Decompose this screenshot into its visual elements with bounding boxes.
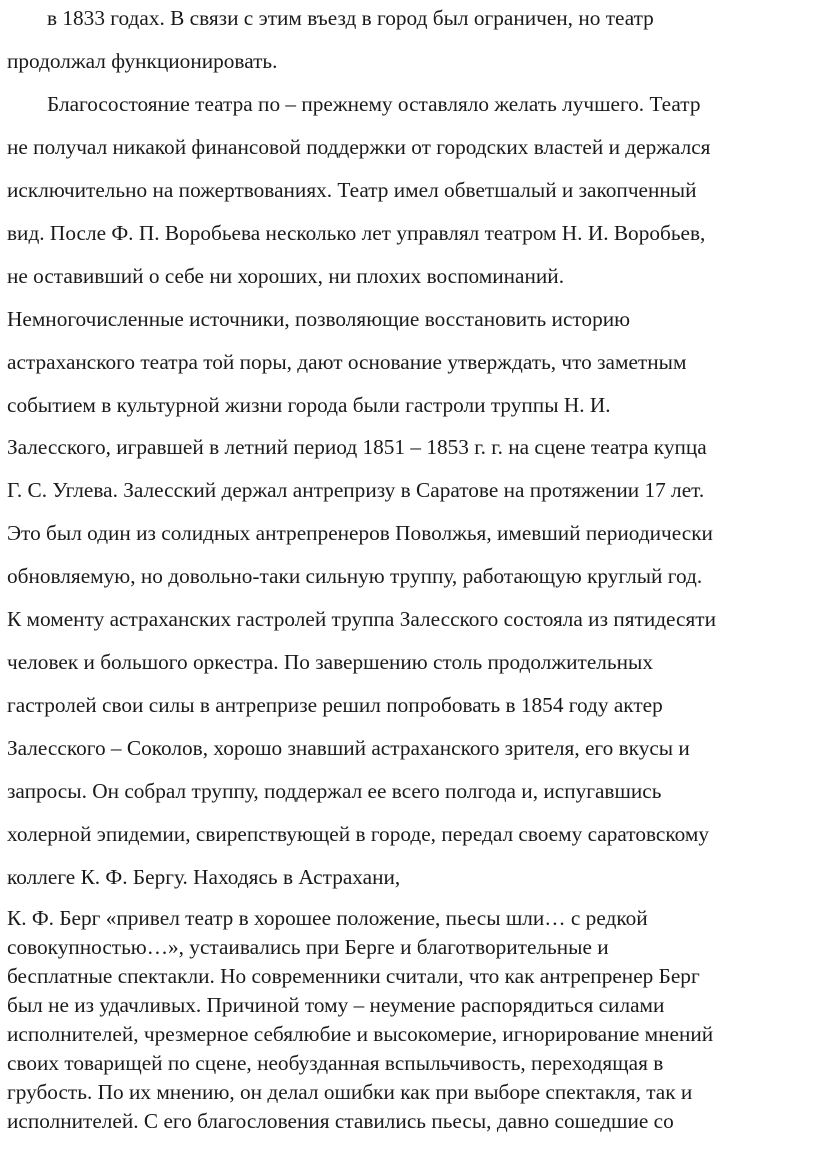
text-line: не оставивший о себе ни хороших, ни плохих воспоминаний. (7, 264, 565, 288)
text-line: исключительно на пожертвованиях. Театр имел обветшалый и закопченный (7, 178, 697, 202)
text-line: коллеге К. Ф. Бергу. Находясь в Астрахани, (7, 865, 401, 889)
text-line: в 1833 годах. В связи с этим въезд в город был ограничен, но театр (47, 6, 654, 30)
text-line: астраханского театра той поры, дают основание утверждать, что заметным (7, 350, 687, 374)
text-line: Залесского – Соколов, хорошо знавший астраханского зрителя, его вкусы и (7, 736, 690, 760)
text-line: Благосостояние театра по – прежнему оставляло желать лучшего. Театр (47, 92, 701, 116)
text-line: продолжал функционировать. (7, 49, 278, 73)
text-line: не получал никакой финансовой поддержки от городских властей и держался (7, 135, 711, 159)
text-line: вид. После Ф. П. Воробьева несколько лет управлял театром Н. И. Воробьев, (7, 221, 706, 245)
text-line: бесплатные спектакли. Но современники считали, что как антрепренер Берг (7, 964, 700, 988)
text-line: Залесского, игравшей в летний период 1851 – 1853 г. г. на сцене театра купца (7, 435, 707, 459)
text-line: грубость. По их мнению, он делал ошибки как при выборе спектакля, так и (7, 1080, 693, 1104)
text-line: совокупностью…», устаивались при Берге и благотворительные и (7, 935, 609, 959)
text-line: своих товарищей по сцене, необузданная вспыльчивость, переходящая в (7, 1051, 664, 1075)
text-line: событием в культурной жизни города были гастроли труппы Н. И. (7, 393, 611, 417)
text-line: человек и большого оркестра. По завершению столь продолжительных (7, 650, 653, 674)
text-line: был не из удачливых. Причиной тому – неумение распорядиться силами (7, 993, 665, 1017)
text-line: Немногочисленные источники, позволяющие восстановить историю (7, 307, 631, 331)
text-line: К. Ф. Берг «привел театр в хорошее положение, пьесы шли… с редкой (7, 906, 648, 930)
text-line: исполнителей, чрезмерное себялюбие и высокомерие, игнорирование мнений (7, 1022, 714, 1046)
text-line: Г. С. Углева. Залесский держал антрепризу в Саратове на протяжении 17 лет. (7, 478, 705, 502)
text-line: запросы. Он собрал труппу, поддержал ее всего полгода и, испугавшись (7, 779, 662, 803)
text-line: гастролей свои силы в антрепризе решил попробовать в 1854 году актер (7, 693, 663, 717)
text-line: холерной эпидемии, свирепствующей в городе, передал своему саратовскому (7, 822, 709, 846)
text-line: К моменту астраханских гастролей труппа Залесского состояла из пятидесяти (7, 607, 716, 631)
text-line: Это был один из солидных антрепренеров Поволжья, имевший периодически (7, 521, 713, 545)
text-line: исполнителей. С его благословения ставились пьесы, давно сошедшие со (7, 1109, 674, 1133)
text-line: обновляемую, но довольно-таки сильную труппу, работающую круглый год. (7, 564, 703, 588)
